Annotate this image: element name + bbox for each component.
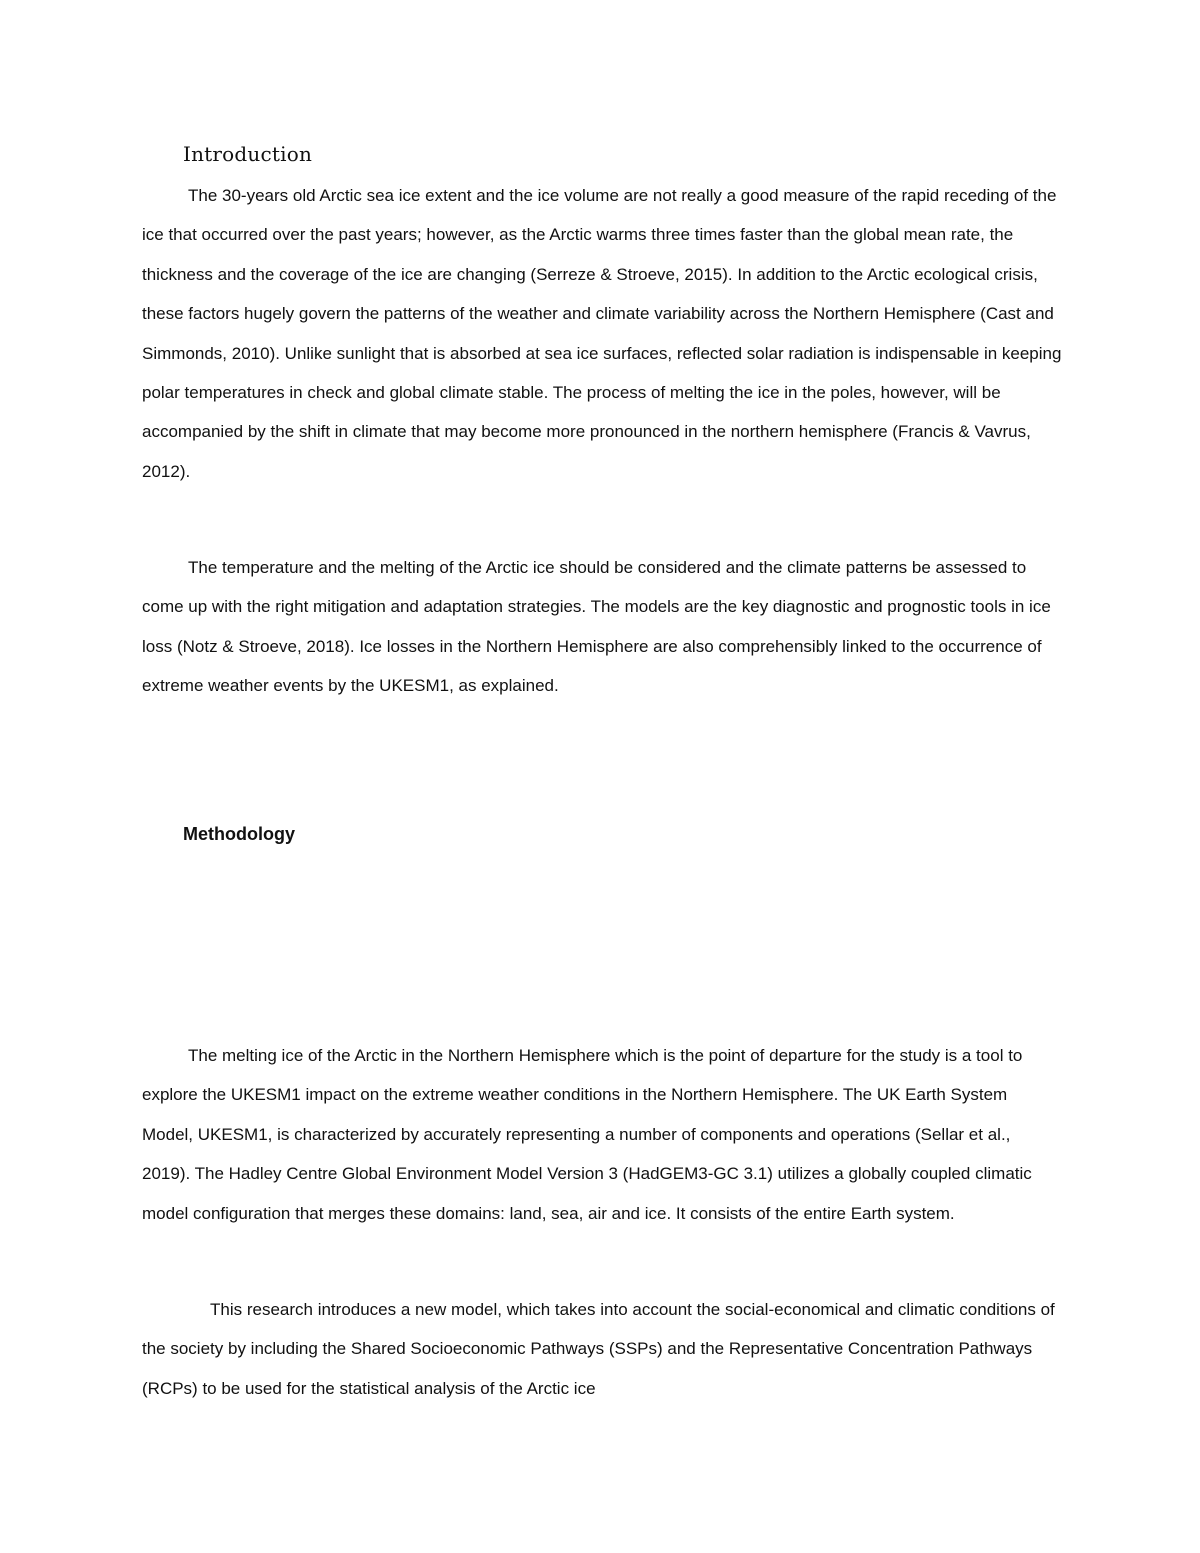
heading-methodology: Methodology: [183, 824, 295, 844]
paragraph-text: This research introduces a new model, which takes into account the social-economical and climatic conditions of the society by including the Shared Socioeconomic Pathways (SSPs) and the Representative Concentration Pathways (RCPs) to be used for the statistical analysis of the Arctic ice: [142, 1300, 1055, 1398]
paragraph-methodology-1: [142, 1036, 1062, 1233]
paragraph-methodology-2: [142, 1290, 1062, 1408]
paragraph-introduction-1: [142, 176, 1062, 491]
heading-introduction: Introduction: [183, 142, 313, 166]
paragraph-text: The 30-years old Arctic sea ice extent and the ice volume are not really a good measure of the rapid receding of the ice that occurred over the past years; however, as the Arctic warms three times faster than the global mean rate, the thickness and the coverage of the ice are changing (Serreze & Stroeve, 2015). In addition to the Arctic ecological crisis, these factors hugely govern the patterns of the weather and climate variability across the Northern Hemisphere (Cast and Simmonds, 2010). Unlike sunlight that is absorbed at sea ice surfaces, reflected solar radiation is indispensable in keeping polar temperatures in check and global climate stable. The process of melting the ice in the poles, however, will be accompanied by the shift in climate that may become more pronounced in the northern hemisphere (Francis & Vavrus, 2012).: [142, 186, 1062, 481]
paragraph-introduction-2: [142, 548, 1062, 706]
paragraph-text: The melting ice of the Arctic in the Northern Hemisphere which is the point of departure for the study is a tool to explore the UKESM1 impact on the extreme weather conditions in the Northern Hemisphere. The UK Earth System Model, UKESM1, is characterized by accurately representing a number of components and operations (Sellar et al., 2019). The Hadley Centre Global Environment Model Version 3 (HadGEM3-GC 3.1) utilizes a globally coupled climatic model configuration that merges these domains: land, sea, air and ice. It consists of the entire Earth system.: [142, 1046, 1032, 1223]
paragraph-text: The temperature and the melting of the Arctic ice should be considered and the climate patterns be assessed to come up with the right mitigation and adaptation strategies. The models are the key diagnostic and prognostic tools in ice loss (Notz & Stroeve, 2018). Ice losses in the Northern Hemisphere are also comprehensibly linked to the occurrence of extreme weather events by the UKESM1, as explained.: [142, 558, 1051, 696]
